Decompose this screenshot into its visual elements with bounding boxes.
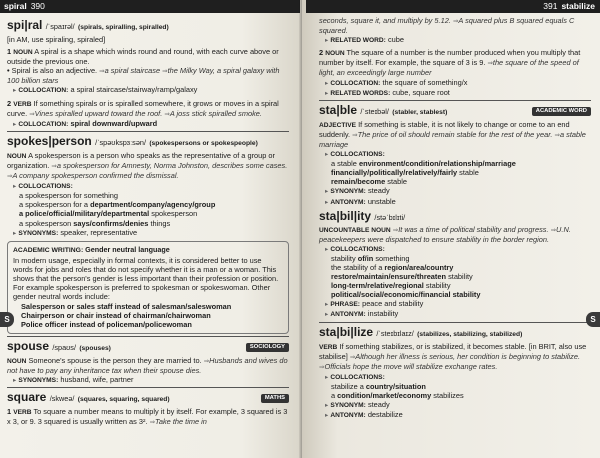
pronunciation: /spaʊs/ xyxy=(52,342,76,352)
sense-2: 2 NOUN The square of a number is the number produced when you multiply that number by itself. For example, the square of 3 is 9. ⇒the square of the speed of light, an exceedingly large number xyxy=(319,48,581,78)
right-running-head xyxy=(306,0,600,13)
synonyms: ▸ SYNONYMS: husband, wife, partner xyxy=(13,374,134,384)
sense-1b: • Spiral is also an adjective. ⇒a spiral staircase ⇒the Milky Way, a spiral galaxy with 100 billion stars xyxy=(7,66,280,86)
right-column xyxy=(319,16,591,420)
inflections: (spokespersons or spokespeople) xyxy=(149,139,258,147)
definition: UNCOUNTABLE NOUN ⇒It was a time of political stability and progress. ⇒U.N. peacekeepers were dispatched to ensure stability in the border region. xyxy=(319,224,571,244)
page-number: 391 xyxy=(543,1,558,11)
running-head-word: stabilize xyxy=(561,1,595,11)
entry-square-continued: seconds, square it, and multiply by 5.12. ⇒A squared plus B squared equals C squared. ▸ RELATED WORD: cube 2 NOUN The square of a number is the number produced when you multiply that number by itself. For example, the square of 3 is 9. ⇒the square of the speed of light, an exceedingly large number ▸ COLLOCATION: the square of something/x ▸ RELATED WORDS: cube, square root xyxy=(319,16,591,98)
inflections: (stabilizes, stabilizing, stabilized) xyxy=(417,330,523,338)
academic-writing-box: ACADEMIC WRITING: Gender neutral language In modern usage, especially in formal contexts, it is considered better to use words for jobs and roles that do not specify whether it is a man or a woman. This shows that the person's gender is less important than their profession or position. For example spokesperson is preferred to spokesman or spokeswoman. Other gender neutral words include: Salesperson or sales staff instead of salesman/saleswoman Chairperson or chair instead of chairman/chairwoman Police officer instead of policeman/policewoman xyxy=(7,241,289,334)
entry-divider xyxy=(319,100,591,101)
headword-stable: sta|ble /ˈsteɪbəl/ (stabler, stablest) xyxy=(319,102,448,117)
inflections: (stabler, stablest) xyxy=(392,108,448,116)
collocation: ▸ COLLOCATION: spiral downward/upward xyxy=(13,118,158,128)
subject-badge: MATHS xyxy=(261,394,289,403)
collocations: ▸ COLLOCATIONS: stability of/in something the stability of a region/area/country restore/maintain/ensure/threaten stability long-term/relative/regional stability political/social/economic/financial stability ▸ PHRASE: peace and stability ▸ ANTONYM: instability xyxy=(325,245,481,319)
collocations: ▸ COLLOCATIONS: stabilize a country/situation a condition/market/economy stabilizes ▸ SYNONYM: steady ▸ ANTONYM: destabilize xyxy=(325,373,464,420)
left-column xyxy=(7,16,289,427)
headword-spokesperson: spokes|person /ˈspəʊkspɜːsən/ (spokespersons or spokespeople) xyxy=(7,133,258,148)
definition: VERB If something stabilizes, or is stabilized, it becomes stable. [in BRIT, also use stabilise] ⇒Although her illness is serious, her condition is beginning to stabilize. ⇒Officials hope the move will stabilize exchange rates. xyxy=(319,341,587,371)
headword-stabilize: sta|bi|lize /ˈsteɪbɪlaɪz/ (stabilizes, stabilizing, stabilized) xyxy=(319,324,523,339)
pronunciation: /stəˈbɪlɪti/ xyxy=(374,212,406,222)
pronunciation: /skweə/ xyxy=(49,393,75,403)
entry-divider xyxy=(7,336,289,337)
inflections: (spirals, spiralling, spiralled) xyxy=(78,24,169,31)
entry-divider xyxy=(319,322,591,323)
academic-word-badge: ACADEMIC WORD xyxy=(532,107,591,116)
thumb-tab-left: S xyxy=(0,312,14,327)
headword-spiral: spi|ral /ˈspaɪrəl/ (spirals, spiralling, spiralled) xyxy=(7,18,169,32)
entry-spiral xyxy=(7,18,289,129)
usage-note: [in AM, use spiraling, spiraled] xyxy=(7,35,106,44)
entry-divider xyxy=(7,131,289,132)
sense-1: 1 NOUN A spiral is a shape which winds round and round, with each curve above or outside the previous one. xyxy=(7,47,279,67)
headword-stability: sta|bil|ity /stəˈbɪlɪti/ xyxy=(319,208,406,223)
entry-spokesperson xyxy=(7,134,289,334)
inflections: (squares, squaring, squared) xyxy=(77,395,170,403)
pronunciation: /ˈspəʊkspɜːsən/ xyxy=(95,137,146,147)
entry-divider xyxy=(7,387,289,388)
right-page xyxy=(302,0,600,458)
related-word: ▸ RELATED WORD: cube xyxy=(325,35,404,45)
pronunciation: /ˈsteɪbɪlaɪz/ xyxy=(376,328,414,338)
subject-badge: SOCIOLOGY xyxy=(246,343,289,352)
related-words: ▸ RELATED WORDS: cube, square root xyxy=(325,87,450,97)
sense-1: 1 VERB To square a number means to multiply it by itself. For example, 3 squared is 3 x 3, or 9. 3 squared is usually written as 3². ⇒Take the time in xyxy=(7,406,288,426)
collocations: ▸ COLLOCATIONS: a stable environment/condition/relationship/marriage financially/politically/relatively/fairly stable remain/become stable ▸ SYNONYM: steady ▸ ANTONYM: unstable xyxy=(325,151,516,206)
sense-2: 2 VERB If something spirals or is spiralled somewhere, it grows or moves in a spiral curve. ⇒Vines spiralled upward toward the roof. ⇒A joss stick spiralled smoke. xyxy=(7,98,279,118)
entry-square xyxy=(7,390,289,427)
thumb-tab-right: S xyxy=(586,312,600,327)
headword-spouse: spouse /spaʊs/ (spouses) xyxy=(7,338,111,353)
collocation: ▸ COLLOCATION: a spiral staircase/stairway/ramp/galaxy xyxy=(13,85,198,95)
running-head-word: spiral xyxy=(4,1,27,11)
page-number: 390 xyxy=(30,1,45,11)
collocation: ▸ COLLOCATION: the square of something/x xyxy=(325,77,468,87)
entry-stability xyxy=(319,209,591,320)
left-running-head xyxy=(0,0,300,13)
pronunciation: /ˈsteɪbəl/ xyxy=(360,106,389,116)
pronunciation: /ˈspaɪrəl/ xyxy=(45,22,75,31)
definition: NOUN Someone's spouse is the person they are married to. ⇒Husbands and wives do not have to pay any inheritance tax when their spouse dies. xyxy=(7,355,288,375)
entry-stabilize xyxy=(319,325,591,421)
definition: NOUN A spokesperson is a person who speaks as the representative of a group or organization. ⇒a spokesperson for Amnesty, Norma Johnston, describes some cases. ⇒A company spokesperson confirmed the dismissal. xyxy=(7,150,288,181)
collocations: ▸ COLLOCATIONS: a spokesperson for something a spokesperson for a department/company/agency/group a police/official/military/departmental spokesperson a spokesperson says/confirms/denies things ▸ SYNONYMS: speaker, representative xyxy=(13,183,216,237)
inflections: (spouses) xyxy=(79,344,111,352)
definition: ADJECTIVE If something is stable, it is not likely to change or come to an end suddenly. ⇒The price of oil should remain stable for the rest of the year. ⇒a stable marriage xyxy=(319,119,586,149)
entry-stable xyxy=(319,103,591,207)
entry-spouse xyxy=(7,339,289,385)
headword-square: square /skweə/ (squares, squaring, squared) xyxy=(7,389,170,404)
